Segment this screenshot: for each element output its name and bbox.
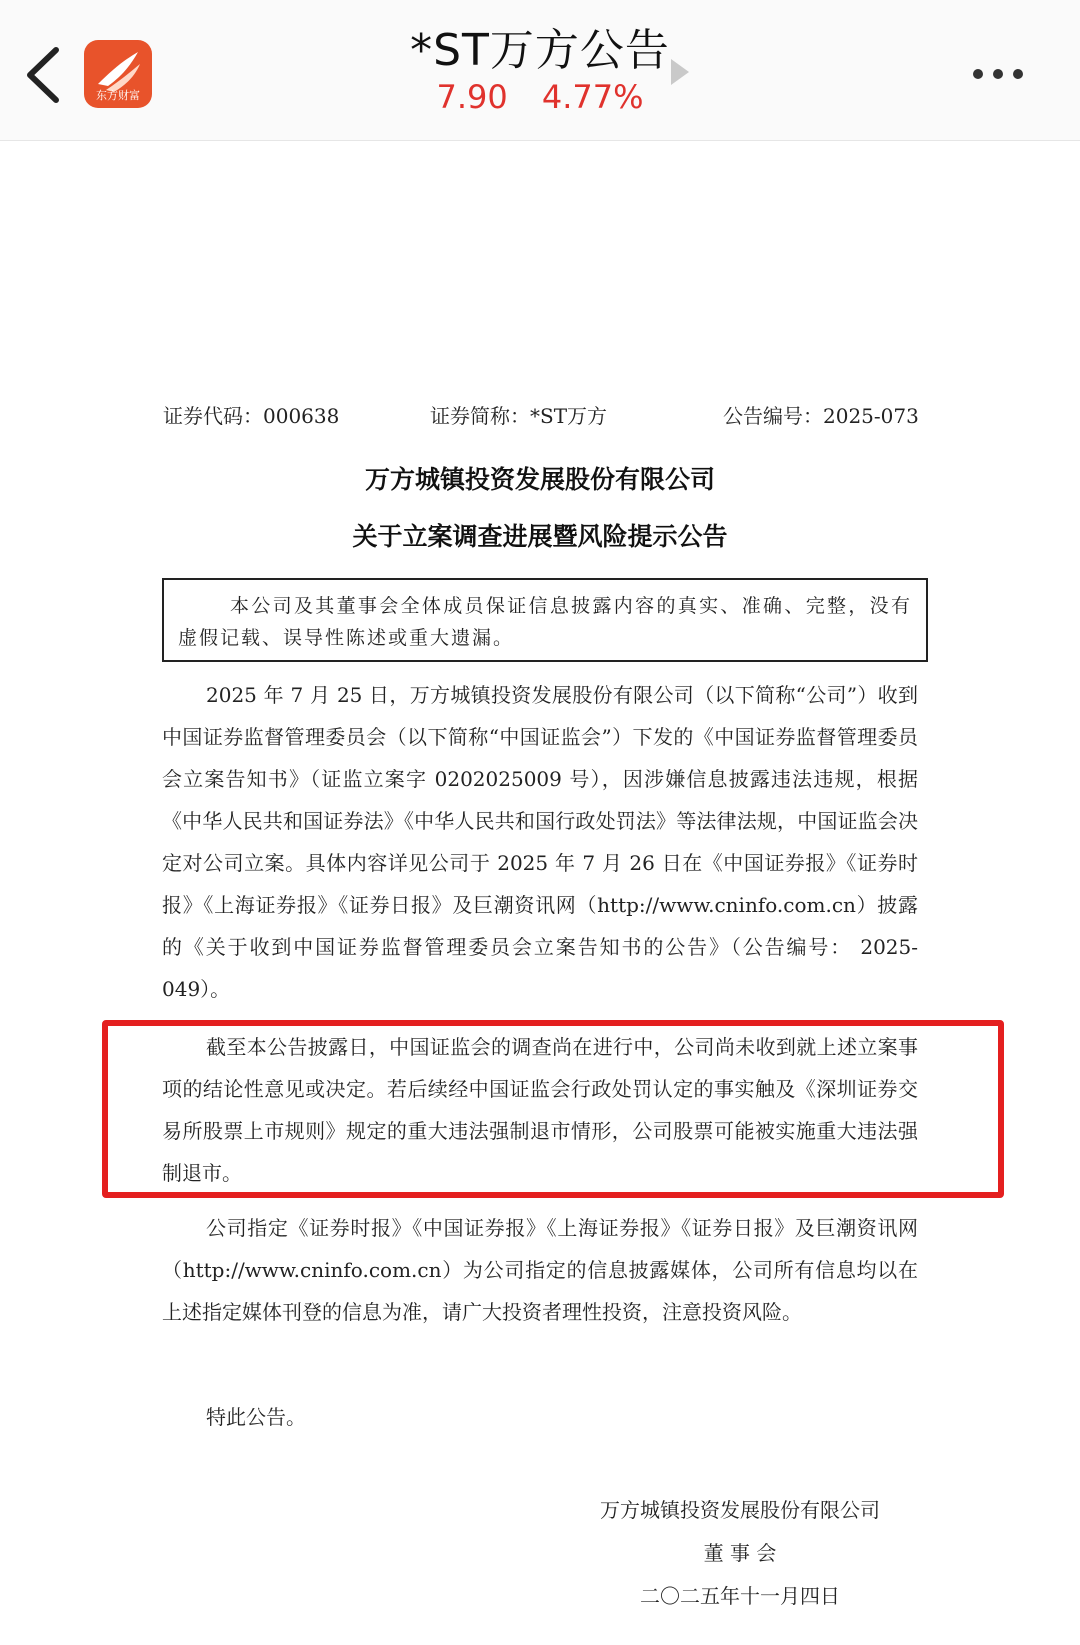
signature-company: 万方城镇投资发展股份有限公司 [600, 1498, 880, 1522]
disclaimer-box [162, 578, 928, 662]
paragraph-3: 公司指定《证券时报》《中国证券报》《上海证券报》《证券日报》及巨潮资讯网（http://www.cninfo.com.cn）为公司指定的信息披露媒体，公司所有信息均以在上述指定媒体刊登的信息为准，请广大投资者理性投资，注意投资风险。 [162, 1216, 918, 1324]
top-bar [0, 0, 1080, 141]
page-title: *ST万方公告 [410, 25, 670, 76]
paragraph-2: 截至本公告披露日，中国证监会的调查尚在进行中，公司尚未收到就上述立案事项的结论性意见或决定。若后续经中国证监会行政处罚认定的事实触及《深圳证券交易所股票上市规则》规定的重大违法强制退市情形，公司股票可能被实施重大违法强制退市。 [162, 1035, 918, 1185]
play-triangle-icon[interactable] [669, 57, 691, 87]
stock-quote [300, 78, 780, 116]
back-chevron-icon [18, 42, 70, 108]
company-name: 万方城镇投资发展股份有限公司 [364, 465, 715, 494]
paragraph-1: 2025 年 7 月 25 日，万方城镇投资发展股份有限公司（以下简称“公司”）收到中国证券监督管理委员会（以下简称“中国证监会”）下发的《中国证券监督管理委员会立案告知书》（证监立案字 0202025009 号），因涉嫌信息披露违法违规，根据《中华人民共和国证券法》《中华人民共和国行政处罚法》等法律法规，中国证监会决定对公司立案。具体内容详见公司于 2025 年 7 月 26 日在《中国证券报》《证券时报》《上海证券报》《证券日报》及巨潮资讯网（http://www.cninfo.com.cn）披露的《关于收到中国证券监督管理委员会立案告知书的公告》（公告编号： 2025-049）。 [162, 683, 918, 1001]
signature-date: 二〇二五年十一月四日 [640, 1584, 840, 1608]
highlight-annotation [102, 1020, 1004, 1198]
signature-board: 董 事 会 [703, 1541, 777, 1565]
announcement-title: 关于立案调查进展暨风险提示公告 [352, 522, 728, 551]
stock-change-percent: 4.77% [541, 78, 644, 116]
more-button[interactable] [972, 62, 1032, 86]
security-short-name: 证券简称：*ST万方 [430, 404, 608, 428]
app-logo-text: 东方财富 [96, 89, 140, 102]
stock-price: 7.90 [436, 78, 508, 116]
back-button[interactable] [18, 42, 70, 108]
more-dots-icon [972, 62, 1032, 86]
closing-remark: 特此公告。 [206, 1405, 306, 1429]
disclaimer-text: 本公司及其董事会全体成员保证信息披露内容的真实、准确、完整，没有虚假记载、误导性陈述或重大遗漏。 [178, 595, 912, 649]
security-code: 证券代码：000638 [163, 404, 340, 428]
app-logo-icon [84, 40, 152, 108]
announcement-number: 公告编号：2025-073 [723, 404, 919, 428]
